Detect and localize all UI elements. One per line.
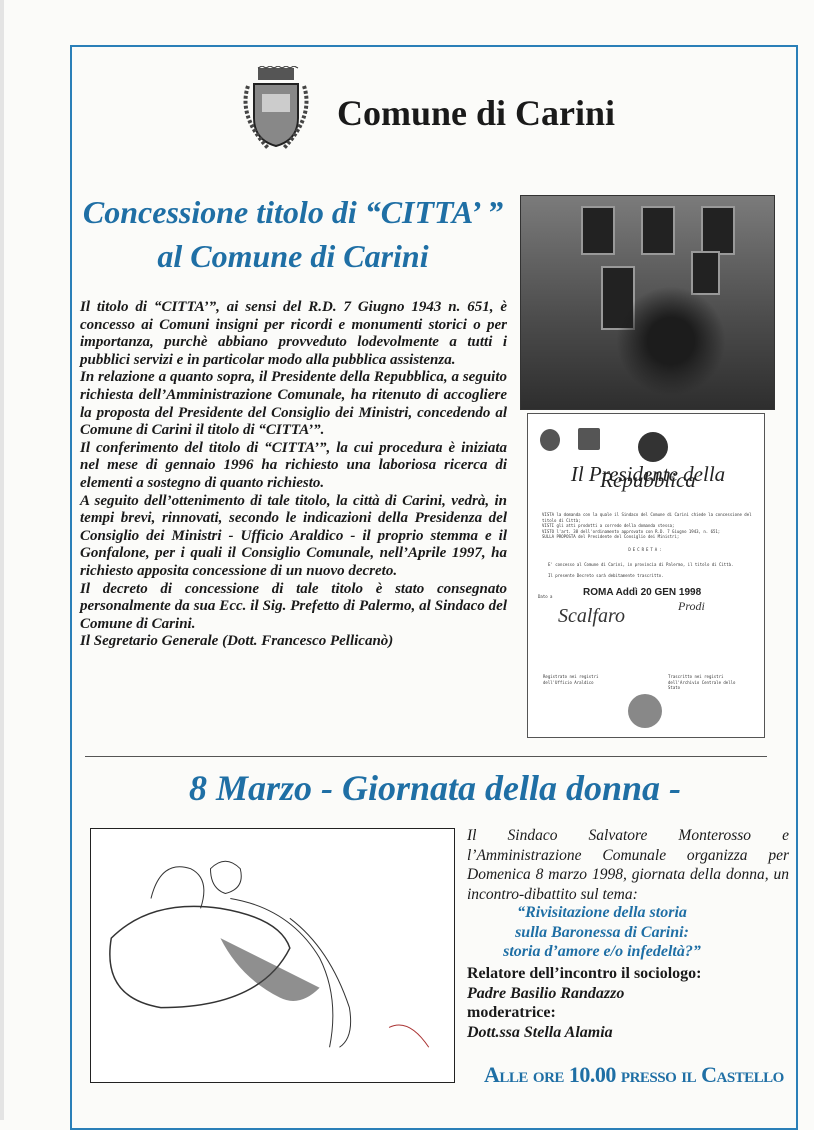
- signature: Scalfaro: [558, 605, 626, 627]
- decree-date: ROMA Addì 20 GEN 1998: [583, 587, 702, 598]
- article-headline: [78, 190, 508, 278]
- decree-line: VISTI gli atti prodotti a corredo della domanda stessa;: [542, 523, 675, 528]
- registration-note: Registrato nei registri dell'Ufficio Araldico: [543, 674, 599, 685]
- theme-line: sulla Baronessa di Carini:: [515, 923, 689, 941]
- signature: Prodi: [678, 599, 705, 613]
- reclining-woman-drawing: [90, 828, 455, 1083]
- transcription-note: Trascritto nei registri dell'Archivio Centrale dello Stato: [668, 674, 736, 690]
- stamp-icon: [578, 428, 600, 450]
- decreta: DECRETA:: [628, 547, 664, 552]
- speaker-name: Padre Basilio Randazzo: [467, 984, 625, 1002]
- article-body: [80, 299, 507, 651]
- event-time-location: Alle ore 10.00 presso il Castello: [484, 1062, 784, 1087]
- event-intro: Il Sindaco Salvatore Monterosso e l’Amministrazione Comunale organizza per Domenica 8 marzo 1998, giornata della donna, un incontro-dibattito sul tema:: [467, 827, 789, 903]
- decree-line: VISTA la domanda con la quale il Sindaco del Comune di Carini chiede la concessione del titolo di Città;: [542, 512, 752, 523]
- decree-line: VISTO l'art. 38 dell'ordinamento approvato con R.D. 7 Giugno 1943, n. 651;: [542, 528, 721, 534]
- event-speakers: [467, 964, 701, 1042]
- decree-heading: Il Presidente della Repubblica: [570, 462, 726, 492]
- paragraph: In relazione a quanto sopra, il Presidente della Repubblica, a seguito richiesta dell’Amministrazione Comunale, ha ritenuto di accogliere la proposta del Presidente del Consiglio dei Ministri, concedendo al Comune di Carini il titolo di “CITTA’”.: [80, 369, 507, 439]
- decree-preamble: [542, 512, 757, 540]
- signature-line: Il Segretario Generale (Dott. Francesco Pellicanò): [80, 633, 394, 650]
- moderator-name: Dott.ssa Stella Alamia: [467, 1023, 613, 1041]
- theme-line: storia d’amore e/o infedeltà?”: [503, 943, 701, 960]
- speaker-label: Relatore dell’incontro il sociologo:: [467, 965, 702, 982]
- decree-document: [527, 413, 765, 738]
- paragraph: Il titolo di “CITTA’”, ai sensi del R.D. 7 Giugno 1943 n. 651, è concesso ai Comuni insigni per ricordi e monumenti storici o per importanza, purchè abbiano provveduto lodevolmente a tutti i pubblici servizi e in particolar modo alla pubblica assistenza.: [80, 299, 507, 368]
- coat-of-arms-logo: [236, 66, 316, 162]
- town-hall-photo: [520, 195, 775, 410]
- decree-dato: Dato a: [538, 594, 553, 599]
- event-theme: [467, 903, 737, 962]
- emblem-icon: [638, 432, 668, 462]
- paragraph: A seguito dell’ottenimento di tale titolo, la città di Carini, vedrà, in tempi brevi, rinnovati, secondo le indicazioni della Presidenza del Consiglio dei Ministri - Ufficio Araldico - il proprio stemma e il Gonfalone, per i quali il Consiglio Comunale, nell’Aprile 1997, ha richiesto apposita concessione di un nuovo decreto.: [80, 492, 507, 579]
- decree-line: E' concesso al Comune di Carini, in provincia di Palermo, il titolo di Città.: [548, 562, 734, 567]
- paragraph: Il decreto di concessione di tale titolo è stato consegnato personalmente da sua Ecc. il Sig. Prefetto di Palermo, al Sindaco del Comune di Carini.: [80, 580, 507, 632]
- paragraph: Il conferimento del titolo di “CITTA’”, la cui procedura è iniziata nel mese di gennaio 1996 ha richiesto una laboriosa ricerca di elementi a sostegno di quanto richiesto.: [80, 439, 507, 491]
- headline-line: al Comune di Carini: [157, 238, 429, 274]
- theme-line: “Rivisitazione della storia: [517, 904, 687, 921]
- page-edge: [0, 0, 4, 1120]
- decree-line: Il presente Decreto sarà debitamente trascritto.: [548, 572, 664, 578]
- decree-line: SULLA PROPOSTA del Presidente del Consiglio dei Ministri;: [542, 534, 680, 539]
- event-title: 8 Marzo - Giornata della donna -: [188, 768, 682, 808]
- headline-line: Concessione titolo di “CITTA’ ”: [82, 194, 504, 230]
- stamp-icon: [540, 429, 560, 451]
- section-divider: [85, 756, 767, 757]
- seal-icon: [628, 694, 662, 728]
- moderator-label: moderatrice:: [467, 1004, 556, 1021]
- town-title: Comune di Carini: [337, 93, 616, 133]
- decree-article: [548, 562, 758, 578]
